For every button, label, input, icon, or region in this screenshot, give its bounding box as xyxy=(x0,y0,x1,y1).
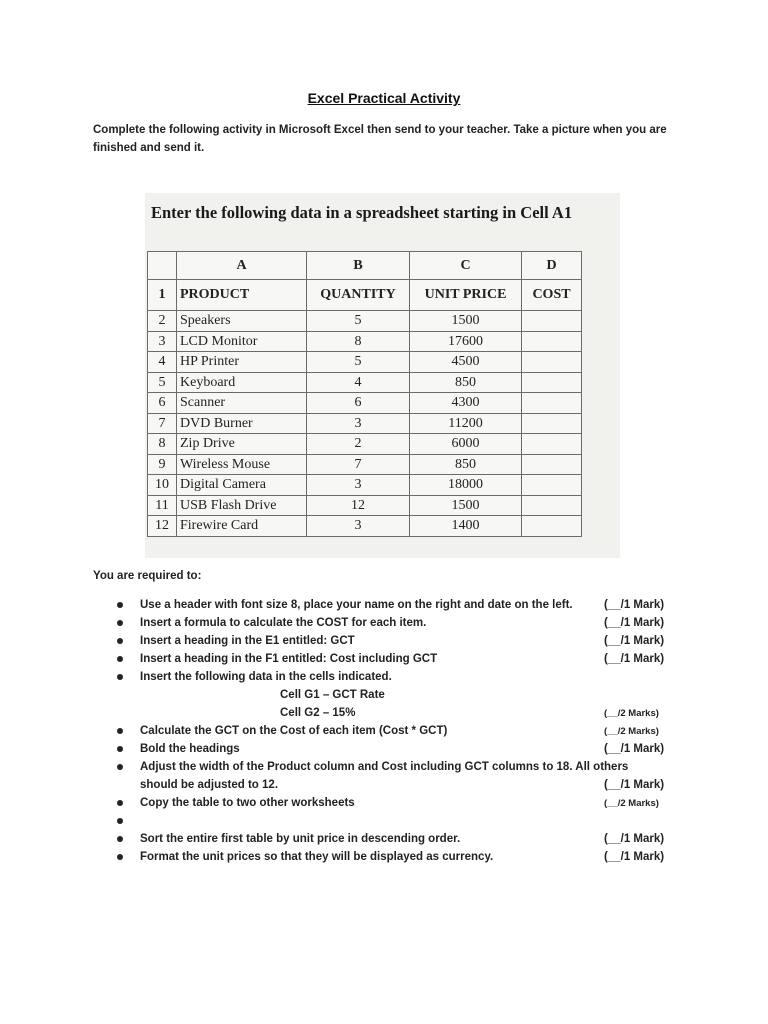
cell-product: USB Flash Drive xyxy=(177,495,307,516)
task-text: Use a header with font size 8, place your name on the right and date on the left. xyxy=(140,599,573,611)
cell-product: DVD Burner xyxy=(177,413,307,434)
requirements-label: You are required to: xyxy=(93,570,202,582)
col-header-c: C xyxy=(410,252,522,280)
header-product: PRODUCT xyxy=(177,280,307,311)
cell-quantity: 3 xyxy=(307,516,410,537)
task-mark: (__/1 Mark) xyxy=(604,743,665,755)
cell-quantity: 5 xyxy=(307,352,410,373)
cell-quantity: 3 xyxy=(307,475,410,496)
header-unit-price: UNIT PRICE xyxy=(410,280,522,311)
cell-cost xyxy=(522,454,582,475)
page-title: Excel Practical Activity xyxy=(307,90,461,106)
bullet-icon xyxy=(117,638,123,644)
row-number: 2 xyxy=(148,311,177,332)
row-number: 1 xyxy=(148,280,177,311)
cell-unit-price: 18000 xyxy=(410,475,522,496)
spreadsheet-table xyxy=(147,251,582,537)
cell-cost xyxy=(522,516,582,537)
spreadsheet-photo xyxy=(145,193,620,558)
task-text: Sort the entire first table by unit price in descending order. xyxy=(140,833,461,845)
table-row xyxy=(148,495,582,516)
cell-product: LCD Monitor xyxy=(177,331,307,352)
cell-cost xyxy=(522,331,582,352)
cell-cost xyxy=(522,393,582,414)
task-text: Adjust the width of the Product column and Cost including GCT columns to 18. All others xyxy=(140,761,629,773)
bullet-icon xyxy=(117,836,123,842)
cell-product: Firewire Card xyxy=(177,516,307,537)
bullet-icon xyxy=(117,818,123,824)
cell-quantity: 7 xyxy=(307,454,410,475)
task-mark: (__/1 Mark) xyxy=(604,635,665,647)
cell-quantity: 8 xyxy=(307,331,410,352)
bullet-icon xyxy=(117,620,123,626)
cell-cost xyxy=(522,372,582,393)
task-mark: (__/1 Mark) xyxy=(604,833,665,845)
cell-unit-price: 1400 xyxy=(410,516,522,537)
cell-cost xyxy=(522,352,582,373)
cell-cost xyxy=(522,413,582,434)
cell-product: Wireless Mouse xyxy=(177,454,307,475)
header-cost: COST xyxy=(522,280,582,311)
cell-unit-price: 850 xyxy=(410,372,522,393)
table-row xyxy=(148,372,582,393)
row-number: 11 xyxy=(148,495,177,516)
cell-quantity: 6 xyxy=(307,393,410,414)
task-mark: (__/1 Mark) xyxy=(604,851,665,863)
table-row xyxy=(148,393,582,414)
cell-unit-price: 1500 xyxy=(410,495,522,516)
cell-quantity: 2 xyxy=(307,434,410,455)
task-text: Insert a heading in the F1 entitled: Cost including GCT xyxy=(140,653,438,665)
cell-product: Zip Drive xyxy=(177,434,307,455)
cell-product: Keyboard xyxy=(177,372,307,393)
col-header-b: B xyxy=(307,252,410,280)
cell-unit-price: 17600 xyxy=(410,331,522,352)
task-text-continued: should be adjusted to 12. xyxy=(140,779,279,791)
cell-quantity: 12 xyxy=(307,495,410,516)
bullet-icon xyxy=(117,728,123,734)
task-mark: (__/2 Marks) xyxy=(604,708,659,719)
table-row xyxy=(148,311,582,332)
bullet-icon xyxy=(117,602,123,608)
task-text: Insert the following data in the cells indicated. xyxy=(140,671,392,683)
row-number: 12 xyxy=(148,516,177,537)
row-number: 7 xyxy=(148,413,177,434)
table-row xyxy=(148,516,582,537)
cell-cost xyxy=(522,495,582,516)
cell-cost xyxy=(522,434,582,455)
cell-product: Speakers xyxy=(177,311,307,332)
sub-line-g1: Cell G1 – GCT Rate xyxy=(280,689,385,701)
task-text: Calculate the GCT on the Cost of each item (Cost * GCT) xyxy=(140,725,448,737)
row-number: 6 xyxy=(148,393,177,414)
task-mark: (__/2 Marks) xyxy=(604,798,659,809)
cell-unit-price: 11200 xyxy=(410,413,522,434)
cell-cost xyxy=(522,475,582,496)
cell-product: HP Printer xyxy=(177,352,307,373)
task-mark: (__/1 Mark) xyxy=(604,653,665,665)
cell-quantity: 4 xyxy=(307,372,410,393)
row-number: 10 xyxy=(148,475,177,496)
header-row xyxy=(148,280,582,311)
bullet-icon xyxy=(117,854,123,860)
table-row xyxy=(148,331,582,352)
row-number: 9 xyxy=(148,454,177,475)
bullet-icon xyxy=(117,656,123,662)
cell-unit-price: 850 xyxy=(410,454,522,475)
task-mark: (__/1 Mark) xyxy=(604,617,665,629)
cell-unit-price: 1500 xyxy=(410,311,522,332)
task-text: Insert a formula to calculate the COST for each item. xyxy=(140,617,427,629)
cell-quantity: 3 xyxy=(307,413,410,434)
col-header-d: D xyxy=(522,252,582,280)
cell-unit-price: 4300 xyxy=(410,393,522,414)
cell-unit-price: 6000 xyxy=(410,434,522,455)
photo-caption: Enter the following data in a spreadsheet starting in Cell A1 xyxy=(151,203,573,222)
table-row xyxy=(148,454,582,475)
intro-paragraph: Complete the following activity in Microsoft Excel then send to your teacher. Take a picture when you are finished and send it. xyxy=(93,124,667,154)
bullet-icon xyxy=(117,674,123,680)
row-number: 3 xyxy=(148,331,177,352)
cell-product: Digital Camera xyxy=(177,475,307,496)
task-mark: (__/1 Mark) xyxy=(604,599,665,611)
row-number: 8 xyxy=(148,434,177,455)
bullet-icon xyxy=(117,746,123,752)
table-row xyxy=(148,413,582,434)
task-text: Format the unit prices so that they will be displayed as currency. xyxy=(140,851,494,863)
cell-product: Scanner xyxy=(177,393,307,414)
col-header-a: A xyxy=(177,252,307,280)
bullet-icon xyxy=(117,800,123,806)
column-header-row xyxy=(148,252,582,280)
corner-cell xyxy=(148,252,177,280)
task-text: Bold the headings xyxy=(140,743,240,755)
header-quantity: QUANTITY xyxy=(307,280,410,311)
cell-cost xyxy=(522,311,582,332)
cell-quantity: 5 xyxy=(307,311,410,332)
row-number: 4 xyxy=(148,352,177,373)
table-row xyxy=(148,434,582,455)
table-row xyxy=(148,475,582,496)
task-mark: (__/2 Marks) xyxy=(604,726,659,737)
sub-line-g2: Cell G2 – 15% xyxy=(280,707,356,719)
task-mark: (__/1 Mark) xyxy=(604,779,665,791)
bullet-icon xyxy=(117,764,123,770)
table-row xyxy=(148,352,582,373)
task-text: Copy the table to two other worksheets xyxy=(140,797,355,809)
task-text: Insert a heading in the E1 entitled: GCT xyxy=(140,635,355,647)
row-number: 5 xyxy=(148,372,177,393)
cell-unit-price: 4500 xyxy=(410,352,522,373)
